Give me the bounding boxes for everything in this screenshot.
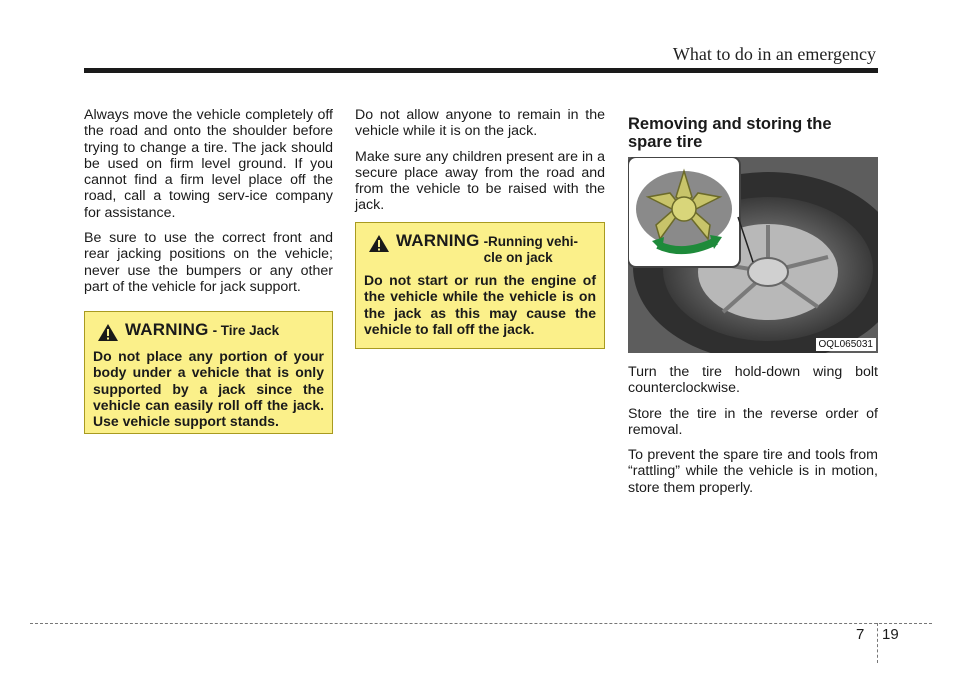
paragraph: Turn the tire hold-down wing bolt counterclockwise.: [628, 364, 878, 397]
paragraph: To prevent the spare tire and tools from “rattling” while the vehicle is in motion, store them properly.: [628, 447, 878, 496]
warning-triangle-icon: [97, 323, 119, 342]
column-1: [84, 107, 333, 304]
paragraph: Store the tire in the reverse order of removal.: [628, 405, 878, 438]
warning-body: Do not start or run the engine of the vehicle while the vehicle is on the jack as this may cause the vehicle to fall off the jack.: [364, 272, 596, 337]
warning-header: [93, 320, 324, 342]
warning-header: [364, 231, 596, 266]
warning-word: WARNING: [396, 231, 480, 250]
warning-box-tire-jack: [84, 311, 333, 434]
warning-subtitle: - Tire Jack: [212, 323, 280, 338]
column-2: [355, 107, 605, 223]
header-rule: [84, 68, 878, 73]
figure-label: OQL065031: [816, 338, 877, 351]
footer-rule: [30, 623, 932, 624]
page-number: 19: [882, 626, 899, 643]
paragraph: Make sure any children present are in a secure place away from the road and from the vehicle to be raised with the jack.: [355, 148, 605, 214]
warning-triangle-icon: [368, 234, 390, 253]
spare-tire-image: [628, 157, 878, 353]
paragraph: Be sure to use the correct front and rear jacking positions on the vehicle; never use the bumpers or any other part of the vehicle for jack support.: [84, 230, 333, 295]
warning-subtitle: -Running vehi-cle on jack: [483, 234, 579, 265]
warning-box-running-vehicle: [355, 222, 605, 349]
spare-tire-illustration: [628, 157, 878, 353]
header-title: What to do in an emergency: [672, 44, 876, 64]
paragraph: Do not allow anyone to remain in the vehicle while it is on the jack.: [355, 107, 605, 140]
warning-word: WARNING: [125, 320, 209, 339]
chapter-number: 7: [856, 626, 865, 643]
section-heading: Removing and storing the spare tire: [628, 115, 832, 151]
paragraph: Always move the vehicle completely off the road and onto the shoulder before trying to change a tire. The jack should be used on firm level ground. If you cannot find a firm level place off the road, call a towing serv-ice company for assistance.: [84, 107, 333, 221]
warning-body: Do not place any portion of your body under a vehicle that is only supported by a jack since the vehicle can easily roll off the jack. Use vehicle support stands.: [93, 348, 324, 430]
column-3-text: [628, 364, 878, 505]
page-divider: [877, 623, 878, 663]
